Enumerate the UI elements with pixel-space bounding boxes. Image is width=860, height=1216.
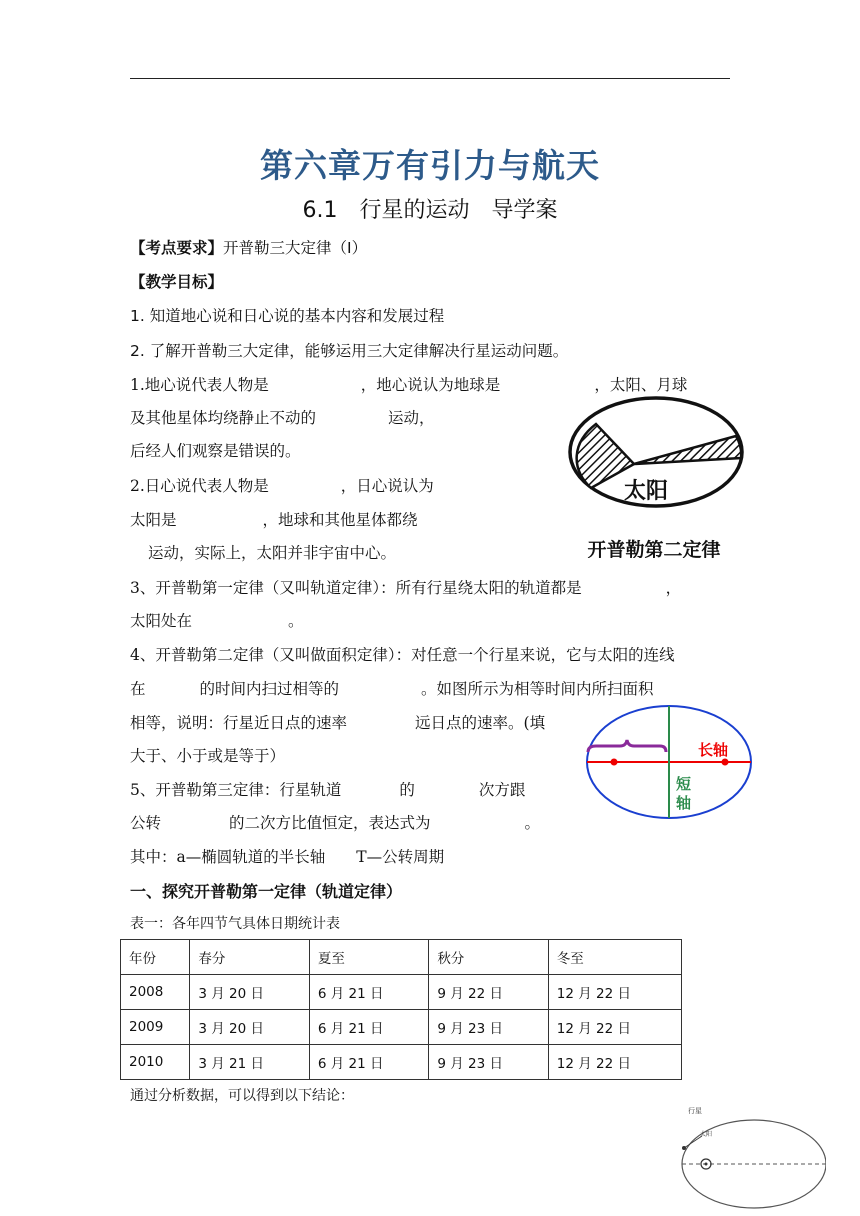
chapter-title: 第六章万有引力与航天 — [260, 146, 600, 185]
table-cell: 2010 — [121, 1045, 190, 1080]
planet-orbit-figure — [676, 1104, 826, 1210]
objective-item: 2. 了解开普勒三大定律，能够运用三大定律解决行星运动问题。 — [130, 342, 569, 360]
question-1-line-1: 1.地心说代表人物是 ，地心说认为地球是 ，太阳、月球 — [130, 376, 688, 394]
table-cell: 9 月 23 日 — [429, 1010, 548, 1045]
section-kind: 导学案 — [491, 198, 558, 223]
solar-terms-table — [120, 939, 682, 1080]
kepler-first-law-line-2: 太阳处在 。 — [130, 612, 304, 630]
requirement-line — [130, 236, 367, 258]
table-header-cell: 冬至 — [548, 940, 681, 975]
section-1-heading: 一、探究开普勒第一定律（轨道定律） — [130, 882, 403, 901]
table-header-cell: 夏至 — [309, 940, 428, 975]
major-axis-label: 长轴 — [698, 741, 729, 759]
sun-label: 太阳 — [700, 1131, 713, 1138]
kepler-third-law-line-1: 5、开普勒第三定律：行星轨道 的 次方跟 — [130, 781, 526, 799]
table-header-row — [121, 940, 682, 975]
table-cell: 2009 — [121, 1010, 190, 1045]
table-conclusion: 通过分析数据，可以得到以下结论： — [130, 1088, 354, 1104]
table-row — [121, 1045, 682, 1080]
minor-axis-label-2: 轴 — [676, 794, 692, 812]
planet-label: 行星 — [688, 1107, 702, 1115]
table-cell: 6 月 21 日 — [309, 975, 428, 1010]
table-row — [121, 1010, 682, 1045]
figure-caption: 开普勒第二定律 — [587, 539, 721, 558]
ellipse-axes-figure — [584, 702, 754, 828]
kepler-second-law-line-1: 4、开普勒第二定律（又叫做面积定律）：对任意一个行星来说，它与太阳的连线 — [130, 646, 675, 664]
table-caption: 表一：各年四节气具体日期统计表 — [130, 916, 340, 932]
focus-point — [611, 759, 618, 766]
table-cell: 9 月 22 日 — [429, 975, 548, 1010]
table-cell: 6 月 21 日 — [309, 1010, 428, 1045]
table-cell: 12 月 22 日 — [548, 1010, 681, 1045]
table-cell: 12 月 22 日 — [548, 975, 681, 1010]
table-cell: 3 月 21 日 — [190, 1045, 309, 1080]
table-cell: 2008 — [121, 975, 190, 1010]
question-2-line-3: 运动，实际上，太阳并非宇宙中心。 — [148, 544, 397, 562]
kepler-third-law-line-2: 公转 的二次方比值恒定，表达式为 。 — [130, 814, 541, 832]
section-title — [0, 193, 860, 224]
table-cell: 3 月 20 日 — [190, 1010, 309, 1045]
table-header-cell: 年份 — [121, 940, 190, 975]
table-header-cell: 春分 — [190, 940, 309, 975]
table-row — [121, 975, 682, 1010]
question-2-line-2: 太阳是 ，地球和其他星体都绕 — [130, 511, 418, 529]
objectives-label: 【教学目标】 — [130, 273, 224, 291]
section-number: 6.1 — [302, 198, 338, 223]
section-name: 行星的运动 — [359, 198, 470, 223]
kepler-second-law-line-3: 相等，说明：行星近日点的速率 远日点的速率。(填 — [130, 714, 546, 732]
semi-major-brace — [588, 740, 666, 752]
requirement-label: 【考点要求】 — [130, 239, 224, 257]
formula-legend: 其中：a—椭圆轨道的半长轴 T—公转周期 — [130, 848, 445, 866]
kepler-second-law-figure — [566, 388, 746, 558]
kepler-second-law-line-4: 大于、小于或是等于） — [130, 747, 286, 765]
header-rule — [130, 78, 730, 79]
focus-point — [722, 759, 729, 766]
table-header-cell: 秋分 — [429, 940, 548, 975]
table-cell: 9 月 23 日 — [429, 1045, 548, 1080]
sun-label: 太阳 — [624, 479, 669, 504]
kepler-second-law-line-2: 在 的时间内扫过相等的 。如图所示为相等时间内所扫面积 — [130, 680, 654, 698]
table-cell: 6 月 21 日 — [309, 1045, 428, 1080]
question-1-line-3: 后经人们观察是错误的。 — [130, 442, 301, 460]
requirement-text: 开普勒三大定律（I） — [223, 239, 368, 257]
table-cell: 12 月 22 日 — [548, 1045, 681, 1080]
question-2-line-1: 2.日心说代表人物是 ，日心说认为 — [130, 477, 434, 495]
table-cell: 3 月 20 日 — [190, 975, 309, 1010]
kepler-first-law-line-1: 3、开普勒第一定律（又叫轨道定律）：所有行星绕太阳的轨道都是 ， — [130, 579, 682, 597]
objective-item: 1. 知道地心说和日心说的基本内容和发展过程 — [130, 307, 445, 325]
question-1-line-2: 及其他星体均绕静止不动的 运动， — [130, 409, 435, 427]
minor-axis-label-1: 短 — [676, 775, 692, 793]
